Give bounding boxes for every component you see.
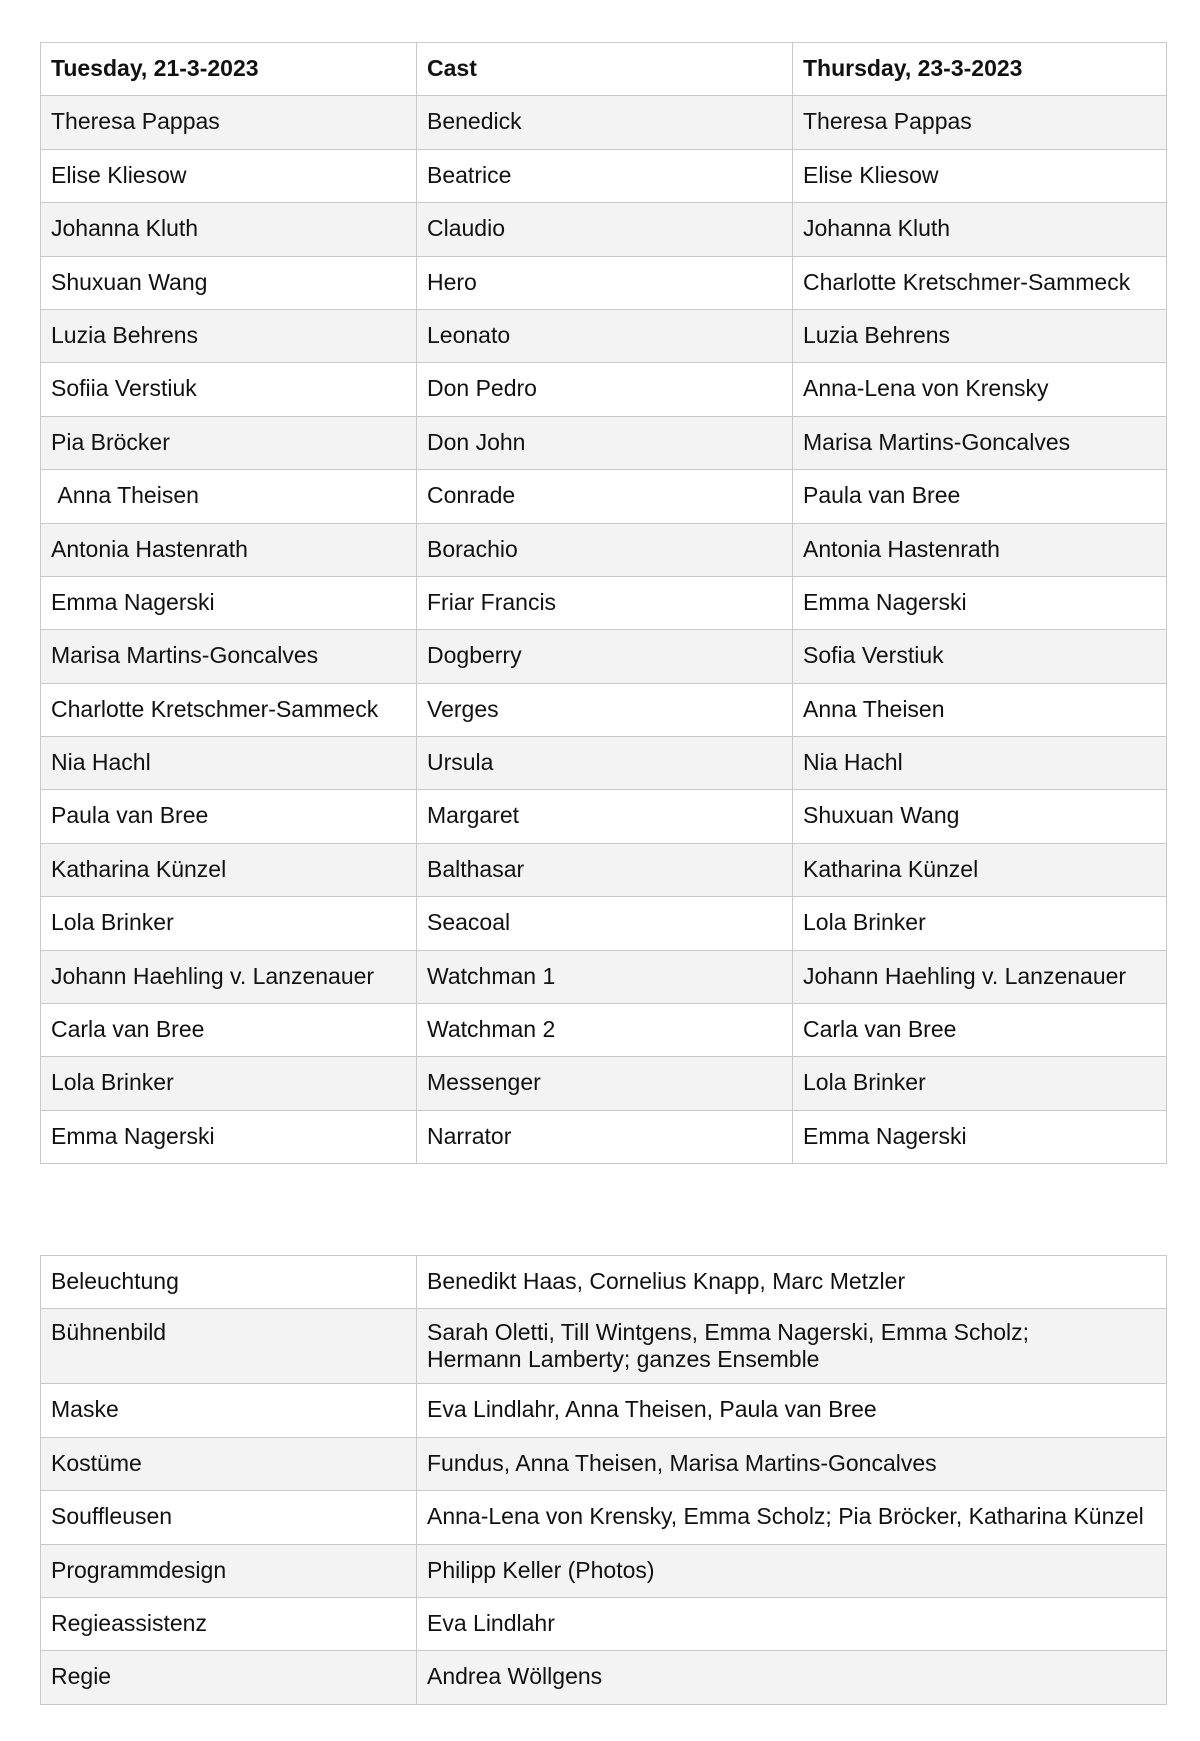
header-cast: Cast [417,43,793,96]
tuesday-actor-cell: Elise Kliesow [41,149,417,202]
crew-members-cell: Fundus, Anna Theisen, Marisa Martins-Goncalves [417,1437,1167,1490]
tuesday-actor-cell: Shuxuan Wang [41,256,417,309]
cast-table-body [41,96,1167,1164]
thursday-actor-cell: Theresa Pappas [793,96,1167,149]
thursday-actor-cell: Elise Kliesow [793,149,1167,202]
cast-table [40,42,1167,1164]
cast-row [41,523,1167,576]
cast-header-row [41,43,1167,96]
crew-members-cell: Benedikt Haas, Cornelius Knapp, Marc Metzler [417,1256,1167,1309]
cast-row [41,149,1167,202]
crew-row [41,1309,1167,1384]
tuesday-actor-cell: Antonia Hastenrath [41,523,417,576]
crew-role-cell: Regie [41,1651,417,1704]
thursday-actor-cell: Anna-Lena von Krensky [793,363,1167,416]
role-cell: Watchman 1 [417,950,793,1003]
crew-role-cell: Beleuchtung [41,1256,417,1309]
crew-members-cell: Andrea Wöllgens [417,1651,1167,1704]
crew-members-cell: Philipp Keller (Photos) [417,1544,1167,1597]
thursday-actor-cell: Lola Brinker [793,1057,1167,1110]
role-cell: Hero [417,256,793,309]
role-cell: Beatrice [417,149,793,202]
tuesday-actor-cell: Lola Brinker [41,1057,417,1110]
role-cell: Benedick [417,96,793,149]
role-cell: Watchman 2 [417,1004,793,1057]
thursday-actor-cell: Carla van Bree [793,1004,1167,1057]
cast-row [41,950,1167,1003]
thursday-actor-cell: Charlotte Kretschmer-Sammeck [793,256,1167,309]
crew-members-cell: Eva Lindlahr, Anna Theisen, Paula van Bree [417,1384,1167,1437]
role-cell: Leonato [417,309,793,362]
crew-role-cell: Souffleusen [41,1491,417,1544]
tuesday-actor-cell: Katharina Künzel [41,843,417,896]
crew-members-cell: Eva Lindlahr [417,1597,1167,1650]
thursday-actor-cell: Shuxuan Wang [793,790,1167,843]
role-cell: Dogberry [417,630,793,683]
tuesday-actor-cell: Nia Hachl [41,737,417,790]
role-cell: Don Pedro [417,363,793,416]
crew-row [41,1491,1167,1544]
role-cell: Friar Francis [417,576,793,629]
crew-row [41,1544,1167,1597]
tuesday-actor-cell: Paula van Bree [41,790,417,843]
cast-row [41,630,1167,683]
cast-row [41,256,1167,309]
role-cell: Seacoal [417,897,793,950]
crew-row [41,1384,1167,1437]
cast-row [41,309,1167,362]
cast-row [41,1110,1167,1163]
thursday-actor-cell: Anna Theisen [793,683,1167,736]
role-cell: Balthasar [417,843,793,896]
thursday-actor-cell: Antonia Hastenrath [793,523,1167,576]
thursday-actor-cell: Nia Hachl [793,737,1167,790]
cast-row [41,96,1167,149]
thursday-actor-cell: Johanna Kluth [793,203,1167,256]
thursday-actor-cell: Lola Brinker [793,897,1167,950]
cast-row [41,737,1167,790]
tuesday-actor-cell: Sofiia Verstiuk [41,363,417,416]
thursday-actor-cell: Emma Nagerski [793,1110,1167,1163]
crew-role-cell: Programmdesign [41,1544,417,1597]
tuesday-actor-cell: Emma Nagerski [41,576,417,629]
crew-row [41,1437,1167,1490]
crew-role-cell: Bühnenbild [41,1309,417,1384]
tuesday-actor-cell: Marisa Martins-Goncalves [41,630,417,683]
cast-row [41,416,1167,469]
role-cell: Margaret [417,790,793,843]
thursday-actor-cell: Sofia Verstiuk [793,630,1167,683]
crew-row [41,1651,1167,1704]
tuesday-actor-cell: Anna Theisen [41,470,417,523]
thursday-actor-cell: Marisa Martins-Goncalves [793,416,1167,469]
cast-table-header [41,43,1167,96]
crew-row [41,1256,1167,1309]
cast-row [41,683,1167,736]
tuesday-actor-cell: Theresa Pappas [41,96,417,149]
thursday-actor-cell: Paula van Bree [793,470,1167,523]
role-cell: Claudio [417,203,793,256]
header-tuesday: Tuesday, 21-3-2023 [41,43,417,96]
tuesday-actor-cell: Charlotte Kretschmer-Sammeck [41,683,417,736]
tuesday-actor-cell: Pia Bröcker [41,416,417,469]
cast-row [41,843,1167,896]
cast-row [41,576,1167,629]
cast-row [41,790,1167,843]
crew-members-cell: Anna-Lena von Krensky, Emma Scholz; Pia Bröcker, Katharina Künzel [417,1491,1167,1544]
thursday-actor-cell: Katharina Künzel [793,843,1167,896]
tuesday-actor-cell: Carla van Bree [41,1004,417,1057]
tuesday-actor-cell: Emma Nagerski [41,1110,417,1163]
thursday-actor-cell: Johann Haehling v. Lanzenauer [793,950,1167,1003]
crew-table [40,1255,1167,1705]
cast-row [41,363,1167,416]
crew-role-cell: Maske [41,1384,417,1437]
cast-row [41,897,1167,950]
cast-row [41,1057,1167,1110]
tuesday-actor-cell: Luzia Behrens [41,309,417,362]
crew-row [41,1597,1167,1650]
tuesday-actor-cell: Johanna Kluth [41,203,417,256]
header-thursday: Thursday, 23-3-2023 [793,43,1167,96]
role-cell: Borachio [417,523,793,576]
role-cell: Conrade [417,470,793,523]
role-cell: Verges [417,683,793,736]
crew-table-body [41,1256,1167,1705]
crew-role-cell: Kostüme [41,1437,417,1490]
role-cell: Narrator [417,1110,793,1163]
crew-members-cell: Sarah Oletti, Till Wintgens, Emma Nagerski, Emma Scholz; Hermann Lamberty; ganzes Ensemble [417,1309,1167,1384]
role-cell: Don John [417,416,793,469]
cast-row [41,470,1167,523]
crew-role-cell: Regieassistenz [41,1597,417,1650]
role-cell: Messenger [417,1057,793,1110]
tuesday-actor-cell: Lola Brinker [41,897,417,950]
cast-row [41,203,1167,256]
thursday-actor-cell: Emma Nagerski [793,576,1167,629]
role-cell: Ursula [417,737,793,790]
cast-row [41,1004,1167,1057]
thursday-actor-cell: Luzia Behrens [793,309,1167,362]
tuesday-actor-cell: Johann Haehling v. Lanzenauer [41,950,417,1003]
